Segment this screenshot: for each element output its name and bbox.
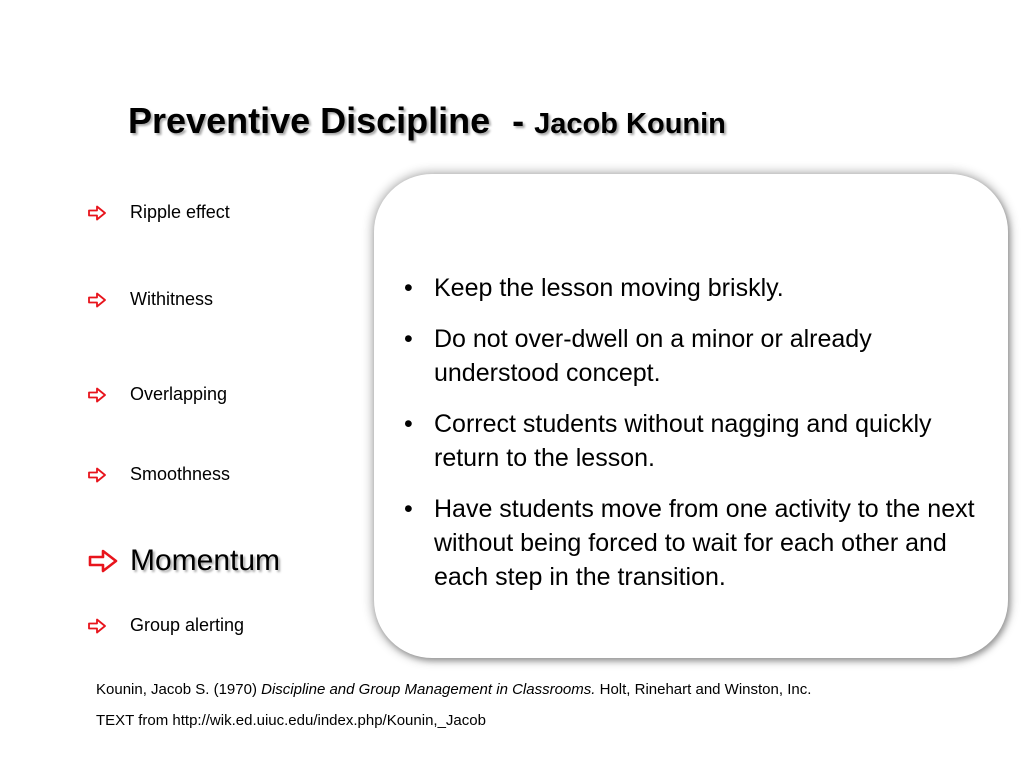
bullet-dot: • [404,410,413,438]
left-list-item-smoothness [88,464,230,485]
momentum-bullet-list [404,271,984,611]
bullet-item [404,271,984,305]
bullet-text: Correct students without nagging and quickly return to the lesson. [434,410,932,472]
title-dash: - [512,100,525,141]
left-list-item-momentum [88,544,280,578]
bullet-item [404,407,984,475]
citation-prefix: Kounin, Jacob S. (1970) [96,681,262,698]
momentum-detail-card [374,174,1008,658]
bullet-dot: • [404,274,413,302]
left-list-item-overlapping [88,384,227,405]
left-list-label: Smoothness [130,464,231,484]
title-subtitle: Jacob Kounin [534,108,726,140]
left-list-item-ripple-effect [88,202,230,223]
left-list-label: Group alerting [130,615,245,635]
bullet-item [404,492,984,594]
left-list-item-withitness [88,289,213,310]
left-list-label: Overlapping [130,384,228,404]
right-arrow-outline-icon [88,549,118,573]
citation-book-title: Discipline and Group Management in Classrooms. [261,681,596,698]
slide-title [128,100,726,142]
right-arrow-outline-icon [88,292,106,308]
citation-suffix: Holt, Rinehart and Winston, Inc. [595,681,812,698]
bullet-dot: • [404,495,413,523]
title-main: Preventive Discipline [128,100,491,141]
bullet-item [404,322,984,390]
bullet-text: Have students move from one activity to the next without being forced to wait for each other and each step in the transition. [434,495,975,591]
right-arrow-outline-icon [88,467,106,483]
right-arrow-outline-icon [88,205,106,221]
bullet-dot: • [404,325,413,353]
bullet-text: Do not over-dwell on a minor or already understood concept. [434,325,872,387]
left-list-label: Momentum [130,544,281,577]
right-arrow-outline-icon [88,387,106,403]
right-arrow-outline-icon [88,618,106,634]
left-list-label: Ripple effect [130,202,230,222]
source-line: TEXT from http://wik.ed.uiuc.edu/index.php/Kounin,_Jacob [96,712,486,729]
citation [96,681,811,698]
bullet-text: Keep the lesson moving briskly. [434,274,784,302]
left-list-label: Withitness [130,289,214,309]
left-list-item-group-alerting [88,615,244,636]
